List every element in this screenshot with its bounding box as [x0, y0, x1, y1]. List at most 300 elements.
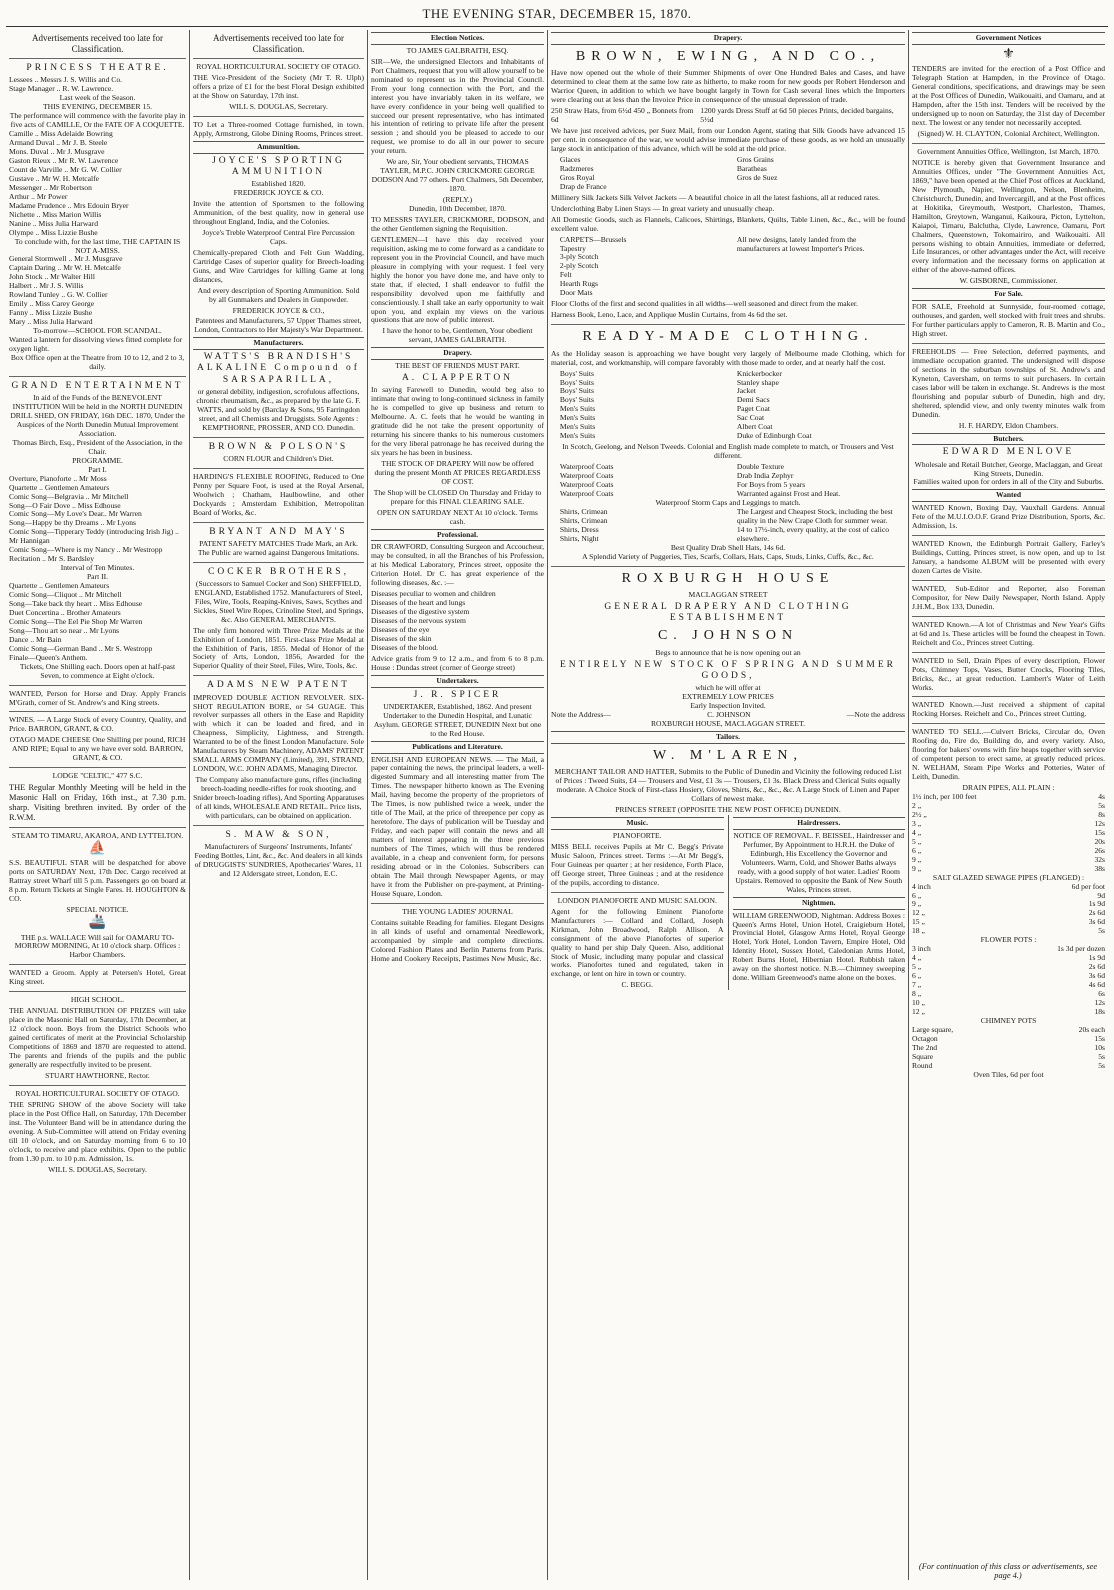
- farce-intro: To conclude with, for the last time, THE CAPTAIN IS NOT A-MISS.: [14, 236, 181, 255]
- adams-ad: IMPROVED DOUBLE ACTION REVOLVER. SIX-SHOT REGULATION BORE, or 54 GUAGE. This revolver surpasses all others in the Ease and Rapidity with which it can be loaded and fired, and in Cheapness, Simplicity, Lightness, and Strength. Warranted to be of the finest London Manufacture. Sole Manufacturers by Steam Machinery, ADAMS' PATENT SMALL ARMS COMPANY (Limited), 391, STRAND, LONDON, W.C. JOHN ADAMS, Managing Director.: [193, 692, 364, 774]
- wanted-horse-ad: WANTED, Person for Horse and Dray. Apply Francis M'Grath, corner of St. Andrew's and King streets.: [9, 688, 186, 707]
- programme-item: Duet Concertina .. Brother Amateurs: [9, 607, 121, 617]
- clothing-item: Waterproof Coats: [559, 471, 614, 481]
- clapperton-stock: THE STOCK OF DRAPERY Will now be offered during the present Month AT PRICES REGARDLESS OF COST.: [374, 458, 541, 486]
- saloon-ad: Agent for the following Eminent Pianoforte Manufacturers :— Collard and Collard, Joseph Kirkman, John Broadwood, Ralph Allison. A consignment of the above Pianofortes of superior quality to hand per ship Daly Queen. Also, additional Stock of Music, including many popular and classical works. Pianofortes tuned and regulated, taken in exchange, or lent on hire in town or country.: [551, 906, 724, 979]
- brown-polson-body: CORN FLOUR and Children's Diet.: [223, 453, 334, 463]
- undertakers-section: Undertakers.: [371, 675, 544, 688]
- adams-ad-2: The Company also manufacture guns, rifles (including breech-loading needle-rifles for rook shooting, and Snider breech-loading rifles), And Sporting Apparatuses of all kinds, WHOLESALE AND RETAIL. Price lists, with particulars, can be obtained on application.: [193, 775, 364, 820]
- divider: [9, 58, 186, 59]
- lodge-ad: THE Regular Monthly Meeting will be held in the Masonic Hall on Friday, 16th inst., at 7.30 p.m. sharp. Visiting brethren invited. By order of the R.W.M.: [9, 783, 186, 822]
- price-row: The 2nd 10s: [912, 1042, 1105, 1052]
- cast-item: Messenger .. Mr Robertson: [9, 182, 92, 192]
- horticultural-prize-ad: THE Vice-President of the Society (Mr T. R. Ulph) offers a prize of £1 for the best Floral Design exhibited at the Show on Saturday, 17th inst.: [193, 73, 364, 101]
- programme-item: Song—Thou art so near .. Mr Lyons: [9, 625, 120, 635]
- ammunition-firm-2: FREDERICK JOYCE & CO.,: [232, 305, 325, 315]
- reply-signature: I have the honor to be, Gentlemen, Your obedient servant, JAMES GALBRAITH.: [382, 326, 533, 345]
- cast-item: Mary .. Miss Julia Harward: [9, 317, 93, 327]
- programme-item: Finale—Queen's Anthem.: [9, 652, 88, 662]
- price-row: Round 5s: [912, 1060, 1105, 1070]
- cast-item: Gaston Rieux .. Mr R. W. Lawrence: [9, 156, 119, 165]
- divider: [912, 616, 1105, 617]
- floor-cloths: Floor Cloths of the first and second qualities in all widths—well seasoned and direct from the maker.: [551, 299, 858, 309]
- price-row: 6 „ 26s: [912, 845, 1105, 855]
- clothing-style: Duke of Edinburgh Coat: [736, 431, 812, 441]
- election-section: Election Notices.: [371, 32, 544, 45]
- price-row: 4 inch 6d per foot: [912, 881, 1105, 891]
- programme-part-2: [9, 582, 186, 663]
- theatre-lessees: Lessees .. Messrs J. S. Willis and Co.: [9, 75, 123, 85]
- column-3: [367, 30, 547, 1580]
- crawford-ad: DR CRAWFORD, Consulting Surgeon and Accoucheur, may be consulted, in all the Branches of his Profession, at his Medical Laboratory, Princes street, opposite the Criterion Hotel. Dr C. has great experience of the following diseases, &c. :—: [371, 542, 544, 588]
- wanted-ad: WANTED TO SELL.—Culvert Bricks, Circular do, Oven Roofing do, Fire do, Building do, and every variety. Also, flooring for bakers' ovens with fire heaps together with service of competent person to erect same, at greatly reduced prices. N. WELHAM, Steam Pipe Works and Potteries, Water of Leith, Dunedin.: [912, 727, 1105, 782]
- puggeries-note: A Splendid Variety of Puggeries, Ties, Scarfs, Collars, Hats, Caps, Studs, Links, Cuffs, &c., &c.: [582, 551, 874, 561]
- drain-pipes-heading: DRAIN PIPES, ALL PLAIN :: [962, 783, 1055, 793]
- divider: [9, 1085, 186, 1086]
- silk-item: Gros Grains: [736, 154, 774, 164]
- freeholds-signature: H. F. HARDY, Eldon Chambers.: [958, 420, 1059, 430]
- diseases-list: [371, 590, 544, 653]
- address-left: Note the Address—: [551, 710, 611, 720]
- mlaren-address: PRINCES STREET (OPPOSITE THE NEW POST OFFICE) DUNEDIN.: [615, 805, 841, 815]
- bell-ad: MISS BELL receives Pupils at Mr C. Begg's Private Music Saloon, Princes street. Terms :—At Mr Begg's, Four Guineas per quarter ; at her residence, Forth Place, off George street, Three Guineas ; and at the residence of the pupils, according to distance.: [551, 842, 724, 887]
- price-row: Large square, 20s each: [912, 1024, 1105, 1034]
- boys-suits: [551, 370, 905, 406]
- tender-signature: (Signed) W. H. CLAYTON, Colonial Architect, Wellington.: [917, 129, 1100, 139]
- brown-polson-heading: BROWN & POLSON'S: [208, 441, 349, 452]
- horticultural-heading: ROYAL HORTICULTURAL SOCIETY OF OTAGO.: [196, 62, 361, 72]
- silk-item: Gros de Suez: [736, 172, 778, 182]
- masthead: THE EVENING STAR, DECEMBER 15, 1870.: [422, 6, 692, 21]
- clothing-style: For Boys from 5 years: [736, 480, 806, 489]
- disease-item: Diseases of the skin: [371, 634, 432, 644]
- programme-item: Song—Happy be thy Dreams .. Mr Lyons: [9, 518, 136, 528]
- clothing-item: Shirts, Dress: [559, 524, 599, 534]
- programme-item: Song—O Fair Dove .. Miss Edhouse: [9, 500, 121, 510]
- ready-made-clothing-body: As the Holiday season is approaching we have bought very largely of Melbourne made Clothing, which for material, cost, and workmanship, will compare favorably with those made to order, and at nearly half the cost.: [551, 348, 905, 367]
- ship-icon: ⛵: [88, 840, 107, 856]
- oven-tiles-note: Oven Tiles, 6d per foot: [973, 1069, 1044, 1079]
- price-row: 6 „ 9d: [912, 890, 1105, 900]
- silk-item: Gros Royal: [559, 172, 595, 182]
- lodge-heading: LODGE "CELTIC," 477 S.C.: [52, 771, 143, 781]
- inspection-note: Early Inspection Invited.: [690, 701, 766, 711]
- price-row: 15 „ 3s 6d: [912, 917, 1105, 927]
- divider: [9, 827, 186, 828]
- bryant-heading: BRYANT AND MAY'S: [209, 526, 348, 537]
- special-notice-heading: SPECIAL NOTICE.: [66, 905, 129, 915]
- programme-part-1: [9, 475, 186, 565]
- clothing-item: Men's Suits: [559, 404, 596, 414]
- theatre-manager: Stage Manager .. R. W. Lawrence.: [9, 84, 114, 94]
- column-1: [6, 30, 189, 1580]
- programme-item: Quartette .. Gentlemen Amateurs: [9, 581, 110, 591]
- divider: [912, 696, 1105, 697]
- divider: [371, 903, 544, 904]
- tweeds-note: In Scotch, Geelong, and Nelson Tweeds. Colonial and English made complete to match, or Trousers and Vest different.: [562, 442, 894, 461]
- clothing-item: Men's Suits: [559, 422, 596, 432]
- professional-section: Professional.: [371, 529, 544, 542]
- cast-list: [9, 130, 186, 237]
- theatre-performance: The performance will commence with the favorite play in five acts of CAMILLE, Or the FATE OF A COQUETTE.: [9, 111, 186, 130]
- coat-of-arms-icon: ⚜: [1002, 46, 1015, 62]
- disease-item: Diseases peculiar to women and children: [371, 589, 496, 599]
- roxburgh-street: MACLAGGAN STREET: [688, 590, 768, 600]
- reply-body: GENTLEMEN—I have this day received your requisition, asking me to come forward as a candidate to represent you in the Provincial Council, and have much pleasure in complying with your request. I feel very highly the honor you have done me, and have only to state that, if elected, I shall endeavor to fulfil the responsibility devolved upon me faithfully and conscientiously. I shall take an early opportunity to wait upon you, and explain my views on the various questions that are now of public interest.: [371, 234, 544, 325]
- saloon-signature: C. BEGG.: [621, 980, 653, 990]
- ammunition-patentees: Patentees and Manufacturers, 57 Upper Thames street, London, Contractors to Her Majesty's War Department.: [194, 316, 363, 335]
- price-row: Octagon 15s: [912, 1033, 1105, 1043]
- spicer-heading: J. R. SPICER: [413, 689, 502, 700]
- brown-ewing-body: Have now opened out the whole of their Summer Shipments of over One Hundred Bales and Cases, and have determined to clear them at the same low rate as hitherto, to make room for new goods per Robert Henderson and Warrior Queen, in addition to which we have bought largely in Town for Cash several lines which the Importers were clearing out at less than the Invoice Price in consequence of the unusual depression of trade.: [551, 68, 905, 105]
- price-row: 2½ „ 8s: [912, 809, 1105, 819]
- wanted-ad: WANTED, Sub-Editor and Reporter, also Foreman Compositor, for New Daily Newspaper, North Island. Apply J.H.M., Box 133, Dunedin.: [912, 583, 1105, 611]
- drapery-section: Drapery.: [551, 32, 905, 45]
- chimney-pots-table: [912, 1026, 1105, 1071]
- price-row: Square 5s: [912, 1051, 1105, 1061]
- cast-item: Captain Daring .. Mr W. H. Metcalfe: [9, 263, 121, 273]
- cocker-ad: (Successors to Samuel Cocker and Son) SHEFFIELD, ENGLAND, Established 1752. Manufacturers of Steel, Files, Wire, Tools, Reaping-Knives, Saws, Scythes and Sickles, Steel Wire Ropes, Crinoline Steel, and Springs, &c. Also GENERAL MERCHANTS.: [193, 578, 364, 624]
- wanted-ad: WANTED Known.—Just received a shipment of capital Rocking Horses. Reichelt and Co., Princes street Cutting.: [912, 700, 1105, 719]
- shirts-note: The Largest and Cheapest Stock, including the best quality in the New Crape Cloth for summer wear. 14 to 17½-inch, every quality, at the cost of calico elsewhere.: [736, 506, 893, 543]
- bryant-ad: PATENT SAFETY MATCHES Trade Mark, an Ark. The Public are warned against Dangerous Imitations.: [197, 538, 360, 557]
- carpet-item: CARPETS—Brussels: [559, 234, 627, 244]
- clothing-item: Waterproof Coats: [559, 488, 614, 498]
- cast-item: Gustave .. Mr W. H. Metcalfe: [9, 173, 100, 183]
- flower-pots-table: [912, 945, 1105, 1017]
- clapperton-heading: A. CLAPPERTON: [401, 373, 514, 384]
- divider: [9, 685, 186, 686]
- programme-item: Song—Take back thy heart .. Miss Edhouse: [9, 599, 143, 608]
- silk-item: Baratheas: [736, 163, 767, 173]
- steamer-icon: 🚢: [88, 915, 107, 931]
- programme-item: Comic Song—Cliquot .. Mr Mitchell: [9, 590, 122, 600]
- programme-item: Comic Song—Where is my Nancy .. Mr Westropp: [9, 545, 163, 555]
- clothing-item: Shirts, Crimean: [559, 506, 608, 516]
- price-row: 3 „ 12s: [912, 818, 1105, 828]
- greenwood-ad: WILLIAM GREENWOOD, Nightman. Address Boxes : Queen's Arms Hotel, Union Hotel, Craigieburn Hotel, Provincial Hotel, Glasgow Arms Hotel, Royal George Hotel, York Hotel, London Tavern, Empire Hotel, Old Identity Hotel, Sussex Hotel, Caledonian Arms Hotel, Robert Burns Hotel, Hibernian Hotel. Rubbish taken away on the shortest notice. N.B.—Chimney sweeping done. William Greenwood's name alone on the boxes.: [732, 910, 905, 983]
- tender-ad: TENDERS are invited for the erection of a Post Office and Telegraph Station at Hampden, in the Province of Otago. General conditions, specifications, and drawings may be seen at the Post Offices of Dunedin, Waikouaiti, and Oamaru, and at Hampden, after the 15th inst. Tenders will be received by the undersigned up to noon on Saturday, the 31st day of December next. The lowest or any tender not necessarily accepted.: [912, 64, 1105, 128]
- divider: [912, 723, 1105, 724]
- news-ad: ENGLISH AND EUROPEAN NEWS. — The Mail, a paper containing the news, the principal leaders, a well-digested Summary and all interesting matter from The Times. The newspaper hitherto known as The Evening Mail, having become the property of the proprietors of The Times, is now published twice a week, under the title of The Mail, at the price of threepence per copy as heretofore. The days of publication will be Tuesday and Friday, and each paper will contain the news and all matters of interest appearing in the three previous numbers of The Times, which will thus be rendered available, in a cheap and convenient form, for persons residing abroad or in the Colonies. Subscribers can obtain The Mail through Newspaper Agents, or may have it from the Publisher on pre-payment, at Printing-House Square, London.: [371, 754, 544, 898]
- divider: [9, 767, 186, 768]
- price-row: 18 „ 5s: [912, 926, 1105, 936]
- annuities-header: Government Annuities Office, Wellington, 1st March, 1870.: [917, 146, 1100, 156]
- maw-ad: Manufacturers of Surgeons' Instruments, Infants' Feeding Bottles, Lint, &c., &c. And dealers in all kinds of DRUGGISTS' SUNDRIES, Apothecaries' Wares, 11 and 12 Aldersgate street, London, E.C.: [194, 842, 363, 878]
- cast-item: Camille .. Miss Adelaide Bowring: [9, 129, 113, 139]
- clothing-style: Albert Coat: [736, 422, 773, 432]
- horticultural-signature: WILL S. DOUGLAS, Secretary.: [229, 102, 328, 112]
- price-row: 12 „ 2s 6d: [912, 908, 1105, 918]
- underclothing-line: Underclothing Baby Linen Stays — In great variety and unusually cheap.: [551, 203, 775, 213]
- price-row: 3 inch 1s 3d per dozen: [912, 944, 1105, 954]
- ammunition-caps: Joyce's Treble Waterproof Central Fire Percussion Caps.: [202, 227, 355, 246]
- programme-item: Comic Song—My Love's Dear.. Mr Warren: [9, 509, 142, 519]
- divider: [551, 892, 724, 893]
- section-heading: Advertisements received too late for Classification.: [32, 33, 163, 54]
- carpet-item: Hearth Rugs: [559, 279, 599, 289]
- divider: [912, 143, 1105, 144]
- clothing-style: Paget Coat: [736, 404, 770, 414]
- continuation-note: (For continuation of this class or advertisements, see page 4.): [918, 1562, 1098, 1580]
- clothing-style: Drab India Zephyr: [736, 471, 794, 481]
- storm-caps-note: Waterproof Storm Caps and Leggings to match.: [655, 497, 801, 507]
- manufacturers-section: Manufacturers.: [193, 337, 364, 350]
- cocker-medals: The only firm honored with Three Prize Medals at the Exhibition of London, 1851. First-class Prize Medal at the Exhibition of Paris, 1855. Medal of Honor of the Society of Arts, London, 1856, Awarded for the Superior Quality of their Steel, Files, Wire, Tools, &c.: [193, 625, 364, 671]
- price-row: 10 „ 12s: [912, 997, 1105, 1007]
- nightmen-section: Nightmen.: [733, 897, 906, 910]
- reply-heading: (REPLY.): [442, 195, 473, 205]
- entertainment-tickets: Tickets, One Shilling each. Doors open at half-past Seven, to commence at Eight o'clock.: [19, 661, 176, 680]
- mens-suits: [551, 405, 905, 441]
- silk-item: Glaces: [559, 154, 581, 164]
- pianoforte-heading: PIANOFORTE.: [612, 831, 662, 841]
- horticultural-ad: THE SPRING SHOW of the above Society will take place in the Post Office Hall, on Saturday, 17th December inst. The Volunteer Band will be in attendance during the evening. A Sub-Committee will attend on Friday evening till 10 o'clock, and on Saturday morning from 6 to 10 o'clock, to receive and place exhibits. Open to the public from 1.30 p.m. to 10 p.m. Admission, 1s.: [9, 1099, 186, 1163]
- column-2: [189, 30, 367, 1580]
- clothing-style: Double Texture: [736, 462, 785, 472]
- theatre-heading: PRINCESS THEATRE.: [26, 63, 169, 74]
- hairdressers-subcolumn: [729, 815, 906, 990]
- theatre-lantern: Wanted a lantern for dissolving views fitted complete for oxygen light.: [9, 335, 183, 354]
- disease-item: Diseases of the eye: [371, 625, 430, 635]
- clothing-item: Shirts, Night: [559, 533, 599, 543]
- ammunition-cloth: Chemically-prepared Cloth and Felt Gun Wadding, Cartridge Cases of superior quality for Breech-loading Guns, and Wire Cartridges for killing Game at long distances,: [193, 247, 364, 284]
- price-row: 2 „ 5s: [912, 801, 1105, 810]
- clapperton-open: OPEN ON SATURDAY NEXT At 10 o'clock. Terms cash.: [377, 507, 538, 526]
- suez-mail-notice: We have just received advices, per Suez Mail, from our London Agent, stating that Silk Goods have advanced 15 per cent. in consequence of the war, we would advise immediate purchase of these goods, as we hold an unusually large stock in anticipation of this advance, which will be sold at the old price.: [551, 126, 905, 153]
- price-row: 4 „ 15s: [912, 827, 1105, 837]
- mlaren-heading: W. M'LAREN,: [652, 747, 804, 763]
- price-row: 12 „ 18s: [912, 1006, 1105, 1016]
- salt-pipes-table: [912, 883, 1105, 937]
- cast-item: Armand Duval .. Mr J. B. Steele: [9, 138, 108, 148]
- roxburgh-heading: ROXBURGH HOUSE: [621, 570, 835, 586]
- chimney-pots-heading: CHIMNEY POTS: [980, 1015, 1037, 1025]
- divider: [9, 964, 186, 965]
- wanted-section: Wanted: [912, 489, 1105, 502]
- masthead-rule: [6, 26, 1108, 27]
- reply-date: Dunedin, 10th December, 1870.: [408, 204, 507, 214]
- horticultural-heading: ROYAL HORTICULTURAL SOCIETY OF OTAGO.: [15, 1088, 180, 1098]
- ammunition-heading: JOYCE'S SPORTING AMMUNITION: [212, 155, 345, 177]
- bottom-subcolumns: [551, 815, 905, 990]
- saloon-heading: LONDON PIANOFORTE AND MUSIC SALOON.: [557, 895, 717, 905]
- annuities-signature: W. GISBORNE, Commissioner.: [959, 276, 1058, 286]
- divider: [193, 437, 364, 438]
- price-row: 9 „ 38s: [912, 863, 1105, 873]
- clothing-item: Men's Suits: [559, 413, 596, 423]
- drapery-section: Drapery.: [371, 347, 544, 360]
- address-center: C. JOHNSON: [707, 710, 751, 720]
- programme-item: Comic Song—Belgravia .. Mr Mitchell: [9, 491, 129, 501]
- crawford-hours: Advice gratis from 9 to 12 a.m., and from 6 to 8 p.m. House : Dundas street (corner of George street): [371, 653, 544, 672]
- cast-item: Mons. Duval .. Mr J. Musgrave: [9, 147, 105, 157]
- johnson-intro: Begs to announce that he is now opening out an: [655, 647, 801, 657]
- price-row: 8 „ 6s: [912, 989, 1105, 999]
- harness-line: Harness Book, Leno, Lace, and Applique Muslin Curtains, from 4s 6d the set.: [551, 310, 788, 320]
- domestic-goods: All Domestic Goods, such as Flannels, Calicoes, Shirtings, Blankets, Quilts, Table Linen, &c., &c., will be found excellent value.: [551, 214, 905, 233]
- adams-heading: ADAMS NEW PATENT: [206, 680, 350, 691]
- theatre-evening: THIS EVENING, DECEMBER 15.: [42, 102, 153, 112]
- clothing-item: Boys' Suits: [559, 377, 594, 387]
- music-subcolumn: [551, 815, 729, 990]
- interval-note: Interval of Ten Minutes.: [60, 563, 135, 573]
- wines-ad: WINES. — A Large Stock of every Country, Quality, and Price. BARRON, GRANT, & CO.: [9, 715, 186, 734]
- carpet-item: Felt: [559, 270, 572, 280]
- divider: [551, 566, 905, 567]
- theatre-week: Last week of the Season.: [59, 93, 136, 103]
- divider: [9, 376, 186, 377]
- hats-note: Best Quality Drab Shell Hats, 14s 6d.: [670, 542, 786, 552]
- spicer-ad: UNDERTAKER, Established, 1862. And present Undertaker to the Dunedin Hospital, and Lunatic Asylum. GEORGE STREET, DUNEDIN Next but one to the Red House.: [373, 701, 542, 738]
- clothing-style: Demi Sacs: [736, 395, 770, 405]
- flower-pots-heading: FLOWER POTS :: [980, 935, 1037, 945]
- divider: [9, 991, 186, 992]
- publications-section: Publications and Literature.: [371, 741, 544, 754]
- offer-note: which he will offer at: [695, 683, 761, 693]
- clothing-item: Boys' Suits: [559, 368, 594, 378]
- address-right: —Note the address: [846, 710, 905, 720]
- divider: [193, 116, 364, 117]
- cast-item: Madame Prudence .. Mrs Edouin Bryer: [9, 200, 129, 210]
- galbraith-address: TO JAMES GALBRAITH, ESQ.: [406, 45, 509, 55]
- straw-hats-right: 1200 yards Dress Stuff at 6d 50 pieces Prints, decided bargains, 5½d: [700, 106, 894, 125]
- divider: [912, 580, 1105, 581]
- music-section: Music.: [551, 817, 724, 830]
- disease-item: Diseases of the nervous system: [371, 616, 466, 626]
- drain-pipes-table: [912, 793, 1105, 874]
- programme-heading: PROGRAMME.: [72, 455, 123, 465]
- to-let-ad: TO Let a Three-roomed Cottage furnished, in town. Apply, Armstrong, Globe Dining Rooms, Princes street.: [193, 119, 364, 138]
- wanted-ad: WANTED to Sell, Drain Pipes of every description, Flower Pots, Chimney Tops, Vases, Butter Crocks, Flooring Tiles, Bricks, &c., at great reduction. Lambert's Water of Leith Works.: [912, 655, 1105, 692]
- ammunition-firm: FREDERICK JOYCE & CO.: [233, 188, 324, 198]
- government-section: Government Notices: [912, 32, 1105, 45]
- part-2-heading: Part II.: [86, 572, 109, 582]
- salt-pipes-heading: SALT GLAZED SEWAGE PIPES (FLANGED) :: [932, 872, 1085, 882]
- cast-item: Emily .. Miss Carey George: [9, 299, 95, 309]
- part-1-heading: Part I.: [88, 464, 107, 474]
- wallace-ad: THE p.s. WALLACE Will sail for OAMARU TO-MORROW MORNING, At 10 o'clock sharp. Offices : Harbor Chambers.: [14, 932, 181, 960]
- price-row: 5 „ 20s: [912, 836, 1105, 846]
- theatre-tomorrow: To-morrow—SCHOOL FOR SCANDAL.: [33, 326, 162, 336]
- programme-item: Comic Song—Tipperary Teddy (introducing Irish Jig) .. Mr Hannigan: [9, 527, 179, 546]
- divider: [193, 522, 364, 523]
- galbraith-letter: SIR—We, the undersigned Electors and Inhabitants of Port Chalmers, request that you will allow yourself to be nominated to represent us in the Provincial Council. From your long connection with the Port, and the interest you have invariably taken in its welfare, we have every confidence in your being well qualified to succeed our present representative, who has intimated his intention of retiring to private life after the present session ; and should you be pleased to accede to our request, we promise to do all in our power to secure your return.: [371, 56, 544, 156]
- beissel-ad: NOTICE OF REMOVAL. F. BEISSEL, Hairdresser and Perfumer, By Appointment to H.R.H. the Duke of Edinburgh, His Excellency the Governor and Volunteers. Warm, Cold, and Shower Baths always ready, with a good supply of hot water. Ladies' Room Upstairs. Removed to opposite the Bank of New South Wales, Princes street.: [733, 831, 905, 894]
- for-sale-section: For Sale.: [912, 288, 1105, 301]
- entertainment-body: In aid of the Funds of the BENEVOLENT INSTITUTION Will be held in the NORTH DUNEDIN DRILL SHED, ON FRIDAY, 16th DEC. 1870, Under the Auspices of the North Dunedin Mutual Improvement Association.: [10, 393, 185, 438]
- cast-item: Arthur .. Mr Power: [9, 191, 68, 201]
- brown-ewing-heading: BROWN, EWING, AND CO.,: [575, 48, 881, 64]
- divider: [912, 535, 1105, 536]
- cast-item: John Stock .. Mr Walter Hill: [9, 272, 95, 282]
- watts-body: or general debility, indigestion, scrofulous affections, chronic rheumatism, &c., as prepared by the late G. F. WATTS, and sold by (Barclay & Sons, 95 Farringdon street, and all Chemists and Druggists. Sole Agents : KEMPTHORNE, PROSSER, AND CO. Dunedin.: [196, 386, 361, 432]
- programme-item: Quartette .. Gentlemen Amateurs: [9, 482, 110, 492]
- cocker-heading: COCKER BROTHERS,: [208, 566, 349, 577]
- menlove-ad: Wholesale and Retail Butcher, George, Maclaggan, and Great King Streets, Dunedin.: [914, 459, 1103, 478]
- cast-item: Count de Varville .. Mr G. W. Collier: [9, 164, 122, 174]
- ammunition-established: Established 1820.: [251, 179, 306, 189]
- reply-to: TO MESSRS TAYLER, CRICKMORE, DODSON, and the other Gentlemen signing the Requisition.: [371, 215, 544, 233]
- address-full: ROXBURGH HOUSE, MACLAGGAN STREET.: [650, 719, 806, 729]
- theatre-box-office: Box Office open at the Theatre from 10 to 12, and 2 to 3, daily.: [10, 352, 185, 371]
- carpets-note: All new designs, lately landed from the manufacturers at lowest Importer's Prices.: [736, 234, 865, 253]
- divider: [551, 324, 905, 325]
- freeholds-ad: FREEHOLDS — Free Selection, deferred payments, and immediate occupation granted. The undersigned will dispose of sections in the suburban townships of St. Andrew's and Kyneton, Caversham, on terms to suit purchasers. In certain cases labor will be taken in exchange. St. Andrews is the most flourishing and popular suburb of Dunedin, high and dry, sheltered, splendid view, and only twenty minutes walk from Dunedin.: [912, 346, 1105, 419]
- wanted-ad: WANTED Known, Boxing Day, Vauxhall Gardens. Annual Fete of the M.U.I.O.O.F. Grand Prize Distribution, Sports, &c. Admission, 1s.: [912, 503, 1105, 531]
- entertainment-chair: Thomas Birch, Esq., President of the Association, in the Chair.: [12, 437, 183, 456]
- new-stock-heading: ENTIRELY NEW STOCK OF SPRING AND SUMMER GOODS,: [560, 659, 896, 682]
- annuities-ad: NOTICE is hereby given that Government Insurance and Annuities Offices, under "The Government Annuities Act, 1869," have been opened at the Chief Post offices at Auckland, New Plymouth, Napier, Wellington, Nelson, Blenheim, Christchurch, Dunedin, and Invercargill, and at the Post offices at Hokitika, Greymouth, Westport, Charleston, Thames, Hamilton, Greytown, Wanganui, Kaikoura, Picton, Lyttelton, Kaiapoi, Timaru, Balclutha, Clyde, Lawrence, Oamaru, Port Chalmers, Queenstown, Tokomairiro, and Waikouaiti. All persons wishing to obtain Annuities, immediate or deferred, Life Insurances, or other advantages under the Act, will receive every information and the necessary forms on application at either of the above-named offices.: [912, 157, 1105, 275]
- price-row: 1½ inch, per 100 feet 4s: [912, 792, 1105, 802]
- tailors-section: Tailors.: [551, 731, 905, 744]
- steam-ad: S.S. BEAUTIFUL STAR will be despatched for above ports on SATURDAY Next, 17th Dec. Cargo received at Rattray street Wharf till 5 p.m. Passengers go on board at 8 p.m. Return Tickets at Single Fares. H. HOUGHTON & CO.: [9, 858, 186, 904]
- clothing-style: Sac Coat: [736, 413, 765, 423]
- cast-item: Nanine .. Miss Julia Harward: [9, 218, 98, 228]
- divider: [912, 652, 1105, 653]
- harding-ad: HARDING'S FLEXIBLE ROOFING, Reduced to One Penny per Square Foot, is used at the Royal Arsenal, Woolwich ; Chatham, Haulbowline, and other Dockyards ; Amsterdam Exhibition, Metropolitan Board of Works, &c.: [193, 471, 364, 517]
- carpet-item: Door Mats: [559, 288, 593, 298]
- cheese-ad: OTAGO MADE CHEESE One Shilling per pound, RICH AND RIPE; Equal to any we have ever sold. BARRON, GRANT, & CO.: [9, 735, 186, 763]
- horticultural-signature: WILL S. DOUGLAS, Secretary.: [48, 1164, 147, 1174]
- cast-item: Nichette .. Miss Marion Willis: [9, 209, 102, 219]
- programme-item: Dance .. Mr Bain: [9, 634, 62, 644]
- divider: [193, 58, 364, 59]
- clothing-style: Jacket: [736, 386, 756, 396]
- section-heading: Advertisements received too late for Classification.: [213, 33, 344, 54]
- wanted-ad: WANTED Known.—A lot of Christmas and New Year's Gifts at 6d and 1s. These articles will be found the cheapest in Town. Reichelt and Co., Princes street Cutting.: [912, 619, 1105, 647]
- clothing-style: Stanley shape: [736, 377, 779, 387]
- clothing-style: Knickerbocker: [736, 368, 782, 378]
- disease-item: Diseases of the blood.: [371, 642, 439, 652]
- groom-ad: WANTED a Groom. Apply at Petersen's Hotel, Great King street.: [9, 968, 186, 987]
- price-row: 7 „ 4s 6d: [912, 980, 1105, 990]
- clapperton-closed: The Shop will be CLOSED On Thursday and Friday to prepare for this FINAL CLEARING SALE.: [373, 487, 542, 506]
- ready-made-clothing-heading: READY-MADE CLOTHING.: [582, 329, 874, 345]
- carpet-item: 2-ply Scotch: [559, 261, 599, 271]
- entertainment-heading: GRAND ENTERTAINMENT: [11, 380, 184, 391]
- price-row: 9 „ 32s: [912, 854, 1105, 864]
- journal-ad: Contains suitable Reading for families. Elegant Designs in all kinds of useful and ornamental Needlework, accompanied by simple and complete directions. Colored Fashion Plates and Berlin Patterns from Paris. Home and Cookery Receipts, Pastimes New Music, &c.: [371, 917, 544, 963]
- disease-item: Diseases of the heart and lungs: [371, 598, 466, 608]
- silk-item: Drap de France: [559, 181, 607, 191]
- ammunition-body: Invite the attention of Sportsmen to the following Ammunition, of the best quality, now in general use throughout England, India, and the Colonies.: [193, 199, 364, 226]
- divider: [193, 562, 364, 563]
- hairdressers-section: Hairdressers.: [733, 817, 906, 830]
- column-5: [908, 30, 1108, 1580]
- clothing-item: Men's Suits: [559, 431, 596, 441]
- cast-item: Rowland Tunley .. G. W. Collier: [9, 290, 108, 300]
- programme-item: Comic Song—The Eel Pie Shop Mr Warren: [9, 616, 143, 626]
- ammunition-section: Ammunition.: [193, 141, 364, 154]
- straw-hats-row: [551, 107, 905, 125]
- silks-list: [551, 156, 905, 192]
- steam-heading: STEAM TO TIMARU, AKAROA, AND LYTTELTON.: [11, 830, 184, 840]
- price-row: 4 „ 1s 9d: [912, 953, 1105, 963]
- divider: [193, 675, 364, 676]
- school-signature: STUART HAWTHORNE, Rector.: [45, 1070, 150, 1080]
- sale-sunnyside-ad: FOR SALE, Freehold at Sunnyside, four-roomed cottage, outhouses, and garden, well stocked with fruit trees and shrubs. For further particulars apply to Cameron, R. B. Martin and Co., High street.: [912, 302, 1105, 338]
- cast-list-2: [9, 255, 186, 327]
- school-ad: THE ANNUAL DISTRIBUTION OF PRIZES will take place in the Masonic Hall on Saturday, 17th December, at 12 o'clock noon. Boys from the District Schools who gained certificates of merit at the Provincial Scholarship Competitions of 1869 and 1870 are requested to attend. The parents and friends of the pupils and the public generally are respectfully invited to be present.: [9, 1006, 186, 1069]
- cast-item: General Stormwell .. Mr J. Musgrave: [9, 254, 123, 264]
- divider: [912, 343, 1105, 344]
- journal-heading: THE YOUNG LADIES' JOURNAL: [402, 906, 513, 916]
- divider: [193, 825, 364, 826]
- butchers-section: Butchers.: [912, 433, 1105, 446]
- wanted-ad: WANTED Known, the Edinburgh Portrait Gallery, Farley's Buildings, Cutting, Princes street, is now open, and up to 1st January, a handsome ALBUM will be presented with every dozen Cartes de Visite.: [912, 539, 1105, 575]
- johnson-heading: C. JOHNSON: [657, 628, 799, 644]
